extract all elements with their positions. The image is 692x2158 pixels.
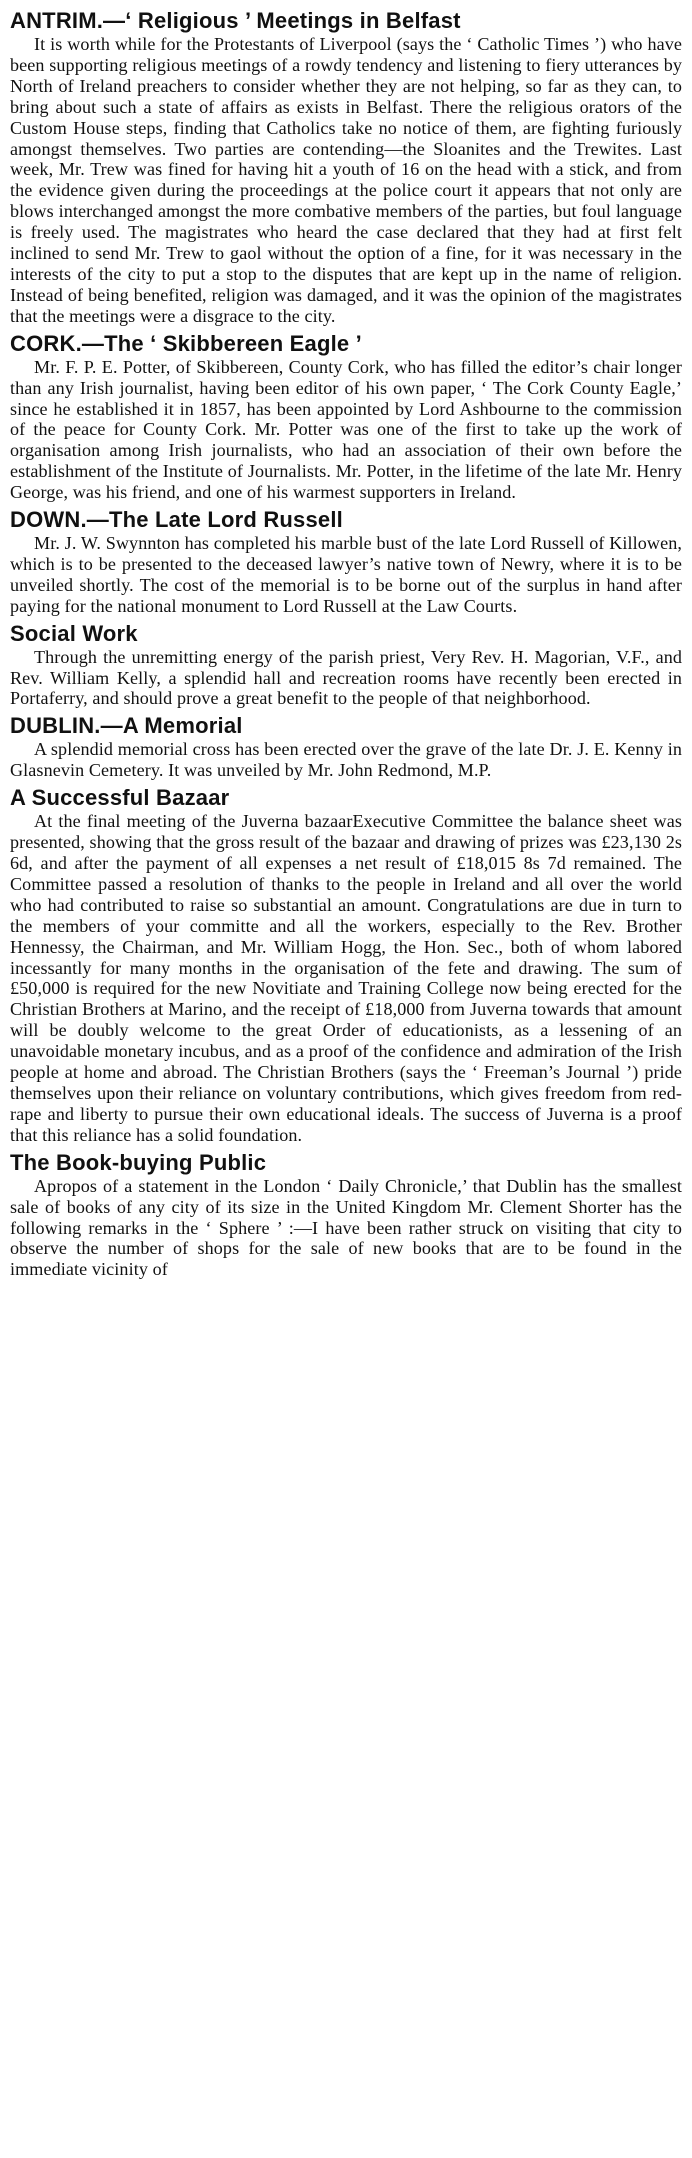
article-antrim [10, 8, 682, 327]
article-body: Mr. F. P. E. Potter, of Skibbereen, County Cork, who has filled the editor’s chair longer than any Irish journalist, having been editor of his own paper, ‘ The Cork County Eagle,’ since he established it in 1857, has been appointed by Lord Ashbourne to the commission of the peace for County Cork. Mr. Potter was one of the first to take up the work of organisation among Irish journalists, who had an association of their own before the establishment of the Institute of Journalists. Mr. Potter, in the lifetime of the late Mr. Henry George, was his friend, and one of his warmest supporters in Ireland. [10, 356, 682, 503]
article-body: Mr. J. W. Swynnton has completed his marble bust of the late Lord Russell of Killowen, which is to be presented to the deceased lawyer’s native town of Newry, where it is to be unveiled shortly. The cost of the memorial is to be borne out of the surplus in hand after paying for the national monument to Lord Russell at the Law Courts. [10, 533, 682, 616]
article-heading: DOWN.—The Late Lord Russell [10, 507, 343, 533]
article-body: A splendid memorial cross has been erected over the grave of the late Dr. J. E. Kenny in Glasnevin Cemetery. It was unveiled by Mr. John Redmond, M.P. [10, 739, 682, 781]
article-heading: The Book-buying Public [10, 1149, 267, 1175]
article-heading: DUBLIN.—A Memorial [10, 713, 243, 739]
article-heading: A Successful Bazaar [10, 785, 230, 811]
article-heading: ANTRIM.—‘ Religious ’ Meetings in Belfast [10, 8, 461, 33]
article-body: At the final meeting of the Juverna bazaarExecutive Committee the balance sheet was presented, showing that the gross result of the bazaar and drawing of prizes was £23,130 2s 6d, and after the payment of all expenses a net result of £18,015 8s 7d remained. The Committee passed a resolution of thanks to the people in Ireland and all over the world who had contributed to raise so substantial an amount. Congratulations are due in turn to the members of your committe and all the workers, especially to the Rev. Brother Hennessy, the Chairman, and Mr. William Hogg, the Hon. Sec., both of whom labored incessantly for many months in the organisation of the fete and drawing. The sum of £50,000 is required for the new Novitiate and Training College now being erected for the Christian Brothers at Marino, and the receipt of £18,000 from Juverna towards that amount will be doubly welcome to the great Order of educationists, as a lessening of an unavoidable monetary incubus, and as a proof of the confidence and admiration of the Irish people at home and abroad. The Christian Brothers (says the ‘ Freeman’s Journal ’) pride themselves upon their reliance on voluntary contributions, which gives freedom from red-rape and liberty to pursue their own educational ideals. The success of Juverna is a proof that this reliance has a solid foundation. [10, 811, 682, 1145]
article-cork [10, 331, 682, 503]
article-dublin [10, 713, 682, 781]
article-bazaar [10, 785, 682, 1146]
article-social-work [10, 621, 682, 710]
article-body: Apropos of a statement in the London ‘ Daily Chronicle,’ that Dublin has the smallest sale of books of any city of its size in the United Kingdom Mr. Clement Shorter has the following remarks in the ‘ Sphere ’ :—I have been rather struck on visiting that city to observe the number of shops for the sale of new books that are to be found in the immediate vicinity of [10, 1175, 682, 1280]
article-heading: CORK.—The ‘ Skibbereen Eagle ’ [10, 330, 362, 356]
article-body: It is worth while for the Protestants of Liverpool (says the ‘ Catholic Times ’) who have been supporting religious meetings of a rowdy tendency and listening to fiery utterances by North of Ireland preachers to consider whether they are not helping, so far as they can, to bring about such a state of affairs as exists in Belfast. There the religious orators of the Custom House steps, finding that Catholics take no notice of them, are fighting furiously amongst themselves. Two parties are contending—the Sloanites and the Trewites. Last week, Mr. Trew was fined for having hit a youth of 16 on the head with a stick, and from the evidence given during the proceedings at the police court it appears that not only are blows interchanged amongst the more combative members of the parties, but foul language is freely used. The magistrates who heard the case declared that they had at first felt inclined to send Mr. Trew to gaol without the option of a fine, for it was necessary in the interests of the city to put a stop to the disputes that are kept up in the name of religion. Instead of being benefited, religion was damaged, and it was the opinion of the magistrates that the meetings were a disgrace to the city. [10, 34, 682, 326]
article-book-buying [10, 1150, 682, 1281]
article-heading: Social Work [10, 620, 138, 646]
article-down [10, 507, 682, 617]
article-body: Through the unremitting energy of the parish priest, Very Rev. H. Magorian, V.F., and Rev. William Kelly, a splendid hall and recreation rooms have recently been erected in Portaferry, and should prove a great benefit to the people of that neighborhood. [10, 646, 682, 709]
